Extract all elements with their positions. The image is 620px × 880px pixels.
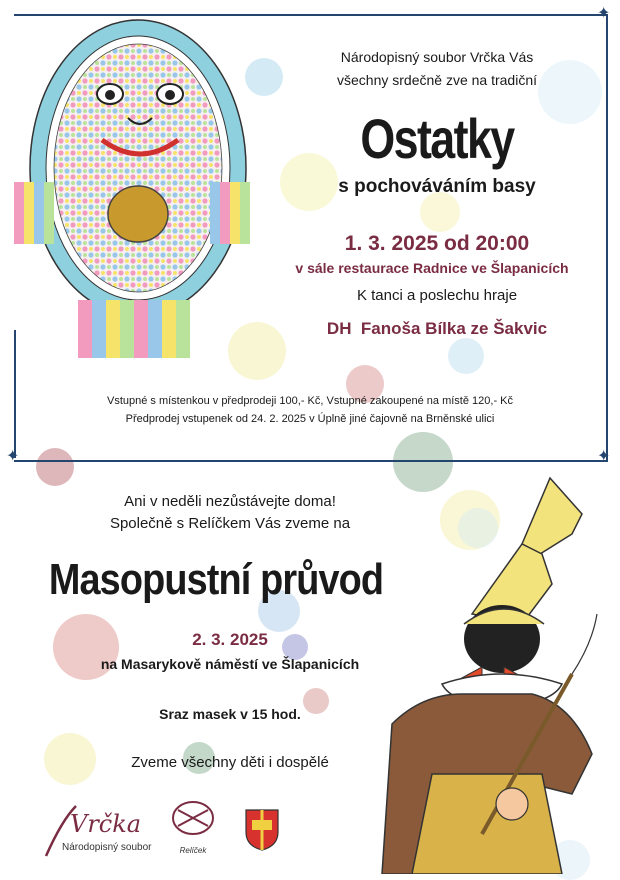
parade-intro-2: Společně s Relíčkem Vás zveme na bbox=[109, 515, 351, 532]
parade-title: Masopustní průvod bbox=[48, 555, 384, 604]
vrcka-logo-script: Vrčka bbox=[70, 810, 142, 838]
frame-corner-ornament: ✦ bbox=[597, 5, 611, 22]
relicek-logo bbox=[166, 796, 220, 862]
town-coat-of-arms bbox=[244, 808, 280, 852]
ticket-presale: Předprodej vstupenek od 24. 2. 2025 v Úplně jiné čajovně na Brněnské ulici bbox=[125, 413, 495, 425]
egg-mask-illustration bbox=[10, 18, 260, 368]
event-title: Ostatky bbox=[360, 107, 514, 170]
invite-line-1: Národopisný soubor Vrčka Vás bbox=[340, 49, 534, 65]
bottom-tassels bbox=[78, 300, 190, 358]
vrcka-logo-caption: Národopisný soubor bbox=[62, 842, 152, 853]
relicek-logo-caption: Relíček bbox=[179, 846, 207, 855]
band-name: DH Fanoša Bílka ze Šakvic bbox=[326, 319, 548, 338]
frame-corner-ornament: ✦ bbox=[6, 448, 20, 465]
event-venue: v sále restaurace Radnice ve Šlapanicích bbox=[295, 260, 569, 276]
music-intro: K tanci a poslechu hraje bbox=[356, 287, 518, 304]
parade-meeting: Sraz masek v 15 hod. bbox=[159, 706, 301, 722]
relicek-emblem bbox=[166, 796, 220, 846]
vrcka-logo bbox=[42, 800, 152, 860]
parade-date: 2. 3. 2025 bbox=[192, 630, 268, 649]
ticket-prices: Vstupné s místenkou v předprodeji 100,- Kč, Vstupné zakoupené na místě 120,- Kč bbox=[106, 395, 513, 407]
parade-invite-all: Zveme všechny děti i dospělé bbox=[131, 754, 329, 771]
invite-line-2: všechny srdečně zve na tradiční bbox=[337, 72, 537, 88]
right-tassels bbox=[210, 182, 250, 244]
parade-intro-1: Ani v neděli nezůstávejte doma! bbox=[124, 493, 336, 510]
event-date-time: 1. 3. 2025 od 20:00 bbox=[344, 232, 530, 255]
frame-corner-ornament: ✦ bbox=[597, 448, 611, 465]
masked-figure-illustration bbox=[372, 474, 618, 874]
left-tassels bbox=[14, 182, 54, 244]
parade-place: na Masarykově náměstí ve Šlapanicích bbox=[100, 656, 360, 672]
event-subtitle: s pochováváním basy bbox=[338, 176, 536, 197]
